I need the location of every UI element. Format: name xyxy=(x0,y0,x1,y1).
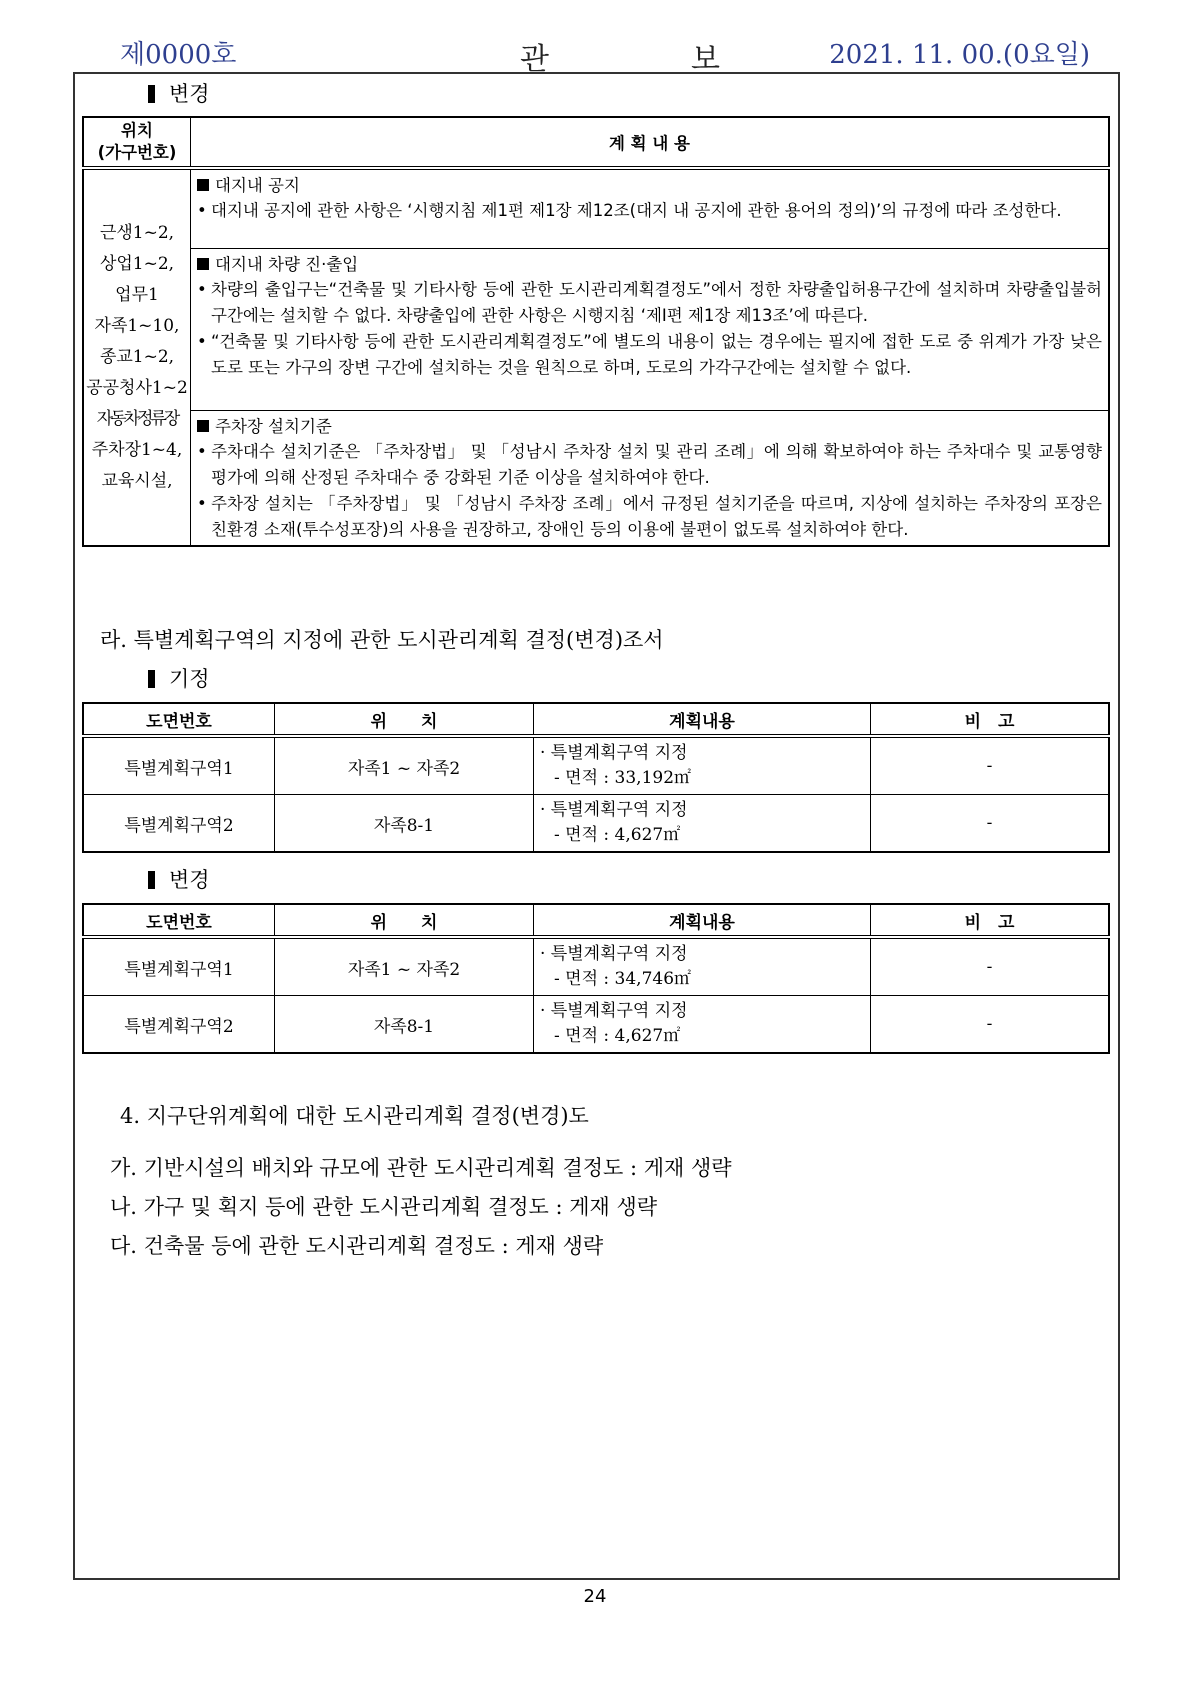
section-4-item-ga: 가. 기반시설의 배치와 규모에 관한 도시관리계획 결정도 : 게재 생략 xyxy=(110,1156,732,1180)
section-4-item-na: 나. 가구 및 획지 등에 관한 도시관리계획 결정도 : 게재 생략 xyxy=(110,1195,658,1219)
block-open-space: 대지내 공지 • 대지내 공지에 관한 사항은 ‘시행지침 제1편 제1장 제12조(대지 내 공지에 관한 용어의 정의)’의 규정에 따라 조성한다. xyxy=(191,168,1110,248)
col-plan-content: 계획내용 xyxy=(534,904,871,937)
col-plan-content: 계획내용 xyxy=(534,703,871,736)
issue-number: 제0000호 xyxy=(120,40,237,70)
district-plan-table xyxy=(82,116,1110,547)
col-drawing-number: 도면번호 xyxy=(83,904,275,937)
table-row: 특별계획구역2 자족8-1 · 특별계획구역 지정 - 면적 : 4,627㎡ - xyxy=(83,996,1109,1054)
col-plan-content: 계 획 내 용 xyxy=(191,117,1110,168)
section-ra-title: 라. 특별계획구역의 지정에 관한 도시관리계획 결정(변경)조서 xyxy=(100,628,664,652)
issue-date: 2021. 11. 00.(0요일) xyxy=(829,40,1090,70)
square-marker-icon xyxy=(148,85,155,103)
filled-square-icon xyxy=(197,179,209,191)
special-zone-existing-table xyxy=(82,702,1110,853)
col-remarks: 비 고 xyxy=(871,703,1110,736)
gazette-title-left: 관 xyxy=(520,42,549,77)
section-4-item-da: 다. 건축물 등에 관한 도시관리계획 결정도 : 게재 생략 xyxy=(110,1234,604,1258)
col-location: 위치 (가구번호) xyxy=(83,117,191,168)
filled-square-icon xyxy=(197,420,209,432)
section-4-title: 4. 지구단위계획에 대한 도시관리계획 결정(변경)도 xyxy=(120,1104,589,1128)
col-location: 위 치 xyxy=(275,703,534,736)
col-location: 위 치 xyxy=(275,904,534,937)
square-marker-icon xyxy=(148,670,155,688)
block-parking-standard: 주차장 설치기준 • 주차대수 설치기준은 「주차장법」 및 「성남시 주차장 설치 및 관리 조례」에 의해 확보하여야 하는 주차대수 및 교통영향평가에 의해 산정된 주차대수 중 강화된 기준 이상을 설치하여야 한다. • 주차장 설치는 「주차장법」 및 「성남시 주차장 조례」에서 규정된 설치기준을 따르며, 지상에 설치하는 주차장의 포장은 친환경 소재(투수성포장)의 사용을 권장하고, 장애인 등의 이용에 불편이 없도록 설치하여야 한다. xyxy=(191,410,1110,546)
block-vehicle-access: 대지내 차량 진·출입 • 차량의 출입구는“건축물 및 기타사항 등에 관한 도시관리계획결정도”에서 정한 차량출입허용구간에 설치하며 차량출입불허구간에는 설치할 수 없다. 차량출입에 관한 사항은 시행지침 ‘제Ⅰ편 제1장 제13조’에 따른다. • “건축물 및 기타사항 등에 관한 도시관리계획결정도”에 별도의 내용이 없는 경우에는 필지에 접한 도로 중 위계가 가장 낮은 도로 또는 가구의 장변 구간에 설치하는 것을 원칙으로 하며, 도로의 가각구간에는 설치할 수 없다. xyxy=(191,248,1110,410)
gazette-title xyxy=(520,34,720,77)
special-zone-change-table xyxy=(82,903,1110,1054)
table-row: 특별계획구역2 자족8-1 · 특별계획구역 지정 - 면적 : 4,627㎡ - xyxy=(83,795,1109,853)
col-remarks: 비 고 xyxy=(871,904,1110,937)
location-list: 근생1~2, 상업1~2, 업무1 자족1~10, 종교1~2, 공공청사1~2 자동차정류장 주차장1~4, 교육시설, xyxy=(83,168,191,546)
table-row: 특별계획구역1 자족1 ~ 자족2 · 특별계획구역 지정 - 면적 : 33,192㎡ - xyxy=(83,736,1109,795)
square-marker-icon xyxy=(148,871,155,889)
section-change-2: 변경 xyxy=(148,864,210,894)
section-change-1: 변경 xyxy=(148,78,210,108)
col-drawing-number: 도면번호 xyxy=(83,703,275,736)
filled-square-icon xyxy=(197,258,209,270)
table-row: 특별계획구역1 자족1 ~ 자족2 · 특별계획구역 지정 - 면적 : 34,746㎡ - xyxy=(83,937,1109,996)
section-existing: 기정 xyxy=(148,663,210,693)
page-number: 24 xyxy=(583,1586,607,1607)
gazette-title-right: 보 xyxy=(691,42,720,77)
